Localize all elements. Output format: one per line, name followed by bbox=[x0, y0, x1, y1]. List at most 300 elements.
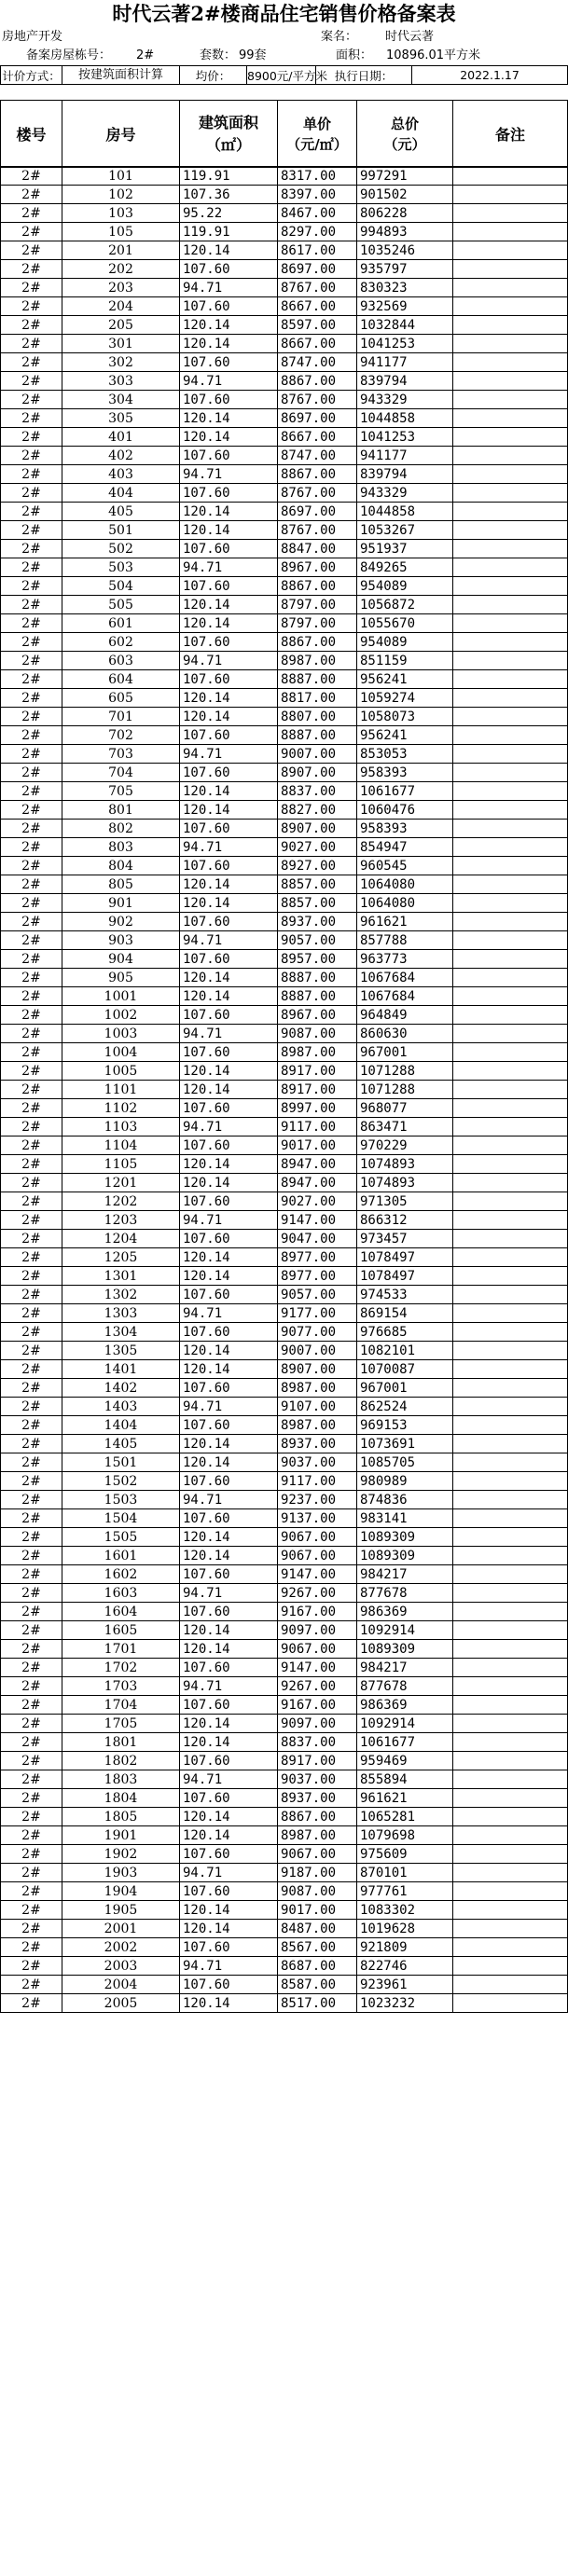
room-cell: 501 bbox=[62, 521, 180, 540]
total-price-cell: 943329 bbox=[357, 484, 453, 503]
total-price-cell: 964849 bbox=[357, 1006, 453, 1025]
note-cell bbox=[453, 1043, 568, 1062]
room-cell: 301 bbox=[62, 335, 180, 353]
table-row bbox=[1, 838, 568, 857]
note-cell bbox=[453, 1677, 568, 1696]
total-price-cell: 974533 bbox=[357, 1286, 453, 1304]
building-cell: 2# bbox=[1, 1286, 62, 1304]
table-row bbox=[1, 1416, 568, 1435]
area-cell: 120.14 bbox=[180, 503, 278, 521]
total-price-cell: 1061677 bbox=[357, 1733, 453, 1752]
area-cell: 120.14 bbox=[180, 1174, 278, 1192]
note-cell bbox=[453, 1267, 568, 1286]
total-price-cell: 961621 bbox=[357, 1789, 453, 1808]
building-cell: 2# bbox=[1, 1118, 62, 1136]
unit-price-cell: 8317.00 bbox=[278, 167, 357, 186]
room-cell: 901 bbox=[62, 894, 180, 913]
building-cell: 2# bbox=[1, 820, 62, 838]
building-cell: 2# bbox=[1, 1826, 62, 1845]
building-cell: 2# bbox=[1, 708, 62, 726]
table-row bbox=[1, 503, 568, 521]
note-cell bbox=[453, 1752, 568, 1770]
table-row bbox=[1, 633, 568, 652]
area-cell: 120.14 bbox=[180, 521, 278, 540]
table-row bbox=[1, 577, 568, 596]
note-cell bbox=[453, 1733, 568, 1752]
unit-price-cell: 8837.00 bbox=[278, 782, 357, 801]
total-price-cell: 1071288 bbox=[357, 1081, 453, 1099]
note-cell bbox=[453, 558, 568, 577]
col-header-area: 建筑面积（㎡） bbox=[180, 101, 278, 168]
note-cell bbox=[453, 1789, 568, 1808]
total-price-cell: 1060476 bbox=[357, 801, 453, 820]
building-cell: 2# bbox=[1, 447, 62, 465]
total-price-cell: 857788 bbox=[357, 931, 453, 950]
room-cell: 905 bbox=[62, 969, 180, 987]
table-row bbox=[1, 409, 568, 428]
area-cell: 120.14 bbox=[180, 241, 278, 260]
room-cell: 1302 bbox=[62, 1286, 180, 1304]
room-cell: 1903 bbox=[62, 1864, 180, 1882]
total-price-cell: 1083302 bbox=[357, 1901, 453, 1920]
table-row bbox=[1, 484, 568, 503]
room-cell: 1703 bbox=[62, 1677, 180, 1696]
room-cell: 1904 bbox=[62, 1882, 180, 1901]
unit-price-cell: 8687.00 bbox=[278, 1957, 357, 1976]
table-row bbox=[1, 1472, 568, 1491]
total-price-cell: 967001 bbox=[357, 1043, 453, 1062]
unit-price-cell: 8517.00 bbox=[278, 1994, 357, 2013]
unit-price-cell: 8587.00 bbox=[278, 1976, 357, 1994]
area-cell: 120.14 bbox=[180, 708, 278, 726]
note-cell bbox=[453, 689, 568, 708]
area-cell: 94.71 bbox=[180, 1770, 278, 1789]
building-cell: 2# bbox=[1, 558, 62, 577]
unit-price-cell: 9057.00 bbox=[278, 931, 357, 950]
note-cell bbox=[453, 1603, 568, 1621]
building-cell: 2# bbox=[1, 1565, 62, 1584]
note-cell bbox=[453, 708, 568, 726]
building-cell: 2# bbox=[1, 1752, 62, 1770]
area-cell: 107.60 bbox=[180, 1845, 278, 1864]
unit-price-cell: 8997.00 bbox=[278, 1099, 357, 1118]
unit-price-cell: 8667.00 bbox=[278, 297, 357, 316]
room-cell: 102 bbox=[62, 186, 180, 204]
room-cell: 201 bbox=[62, 241, 180, 260]
room-cell: 1402 bbox=[62, 1379, 180, 1398]
table-row bbox=[1, 1453, 568, 1472]
table-row bbox=[1, 708, 568, 726]
total-price-cell: 877678 bbox=[357, 1677, 453, 1696]
room-cell: 904 bbox=[62, 950, 180, 969]
project-label: 案名： bbox=[321, 30, 358, 44]
room-cell: 1204 bbox=[62, 1230, 180, 1248]
total-price-cell: 1059274 bbox=[357, 689, 453, 708]
building-cell: 2# bbox=[1, 484, 62, 503]
unit-price-cell: 8767.00 bbox=[278, 391, 357, 409]
unit-price-cell: 8747.00 bbox=[278, 353, 357, 372]
unit-price-label: 单价 bbox=[302, 115, 331, 132]
building-cell: 2# bbox=[1, 391, 62, 409]
total-price-cell: 967001 bbox=[357, 1379, 453, 1398]
note-cell bbox=[453, 1174, 568, 1192]
unit-price-cell: 8697.00 bbox=[278, 409, 357, 428]
building-cell: 2# bbox=[1, 521, 62, 540]
area-cell: 107.60 bbox=[180, 1659, 278, 1677]
unit-price-cell: 8797.00 bbox=[278, 614, 357, 633]
table-row bbox=[1, 987, 568, 1006]
total-price-cell: 822746 bbox=[357, 1957, 453, 1976]
building-cell: 2# bbox=[1, 1677, 62, 1696]
note-cell bbox=[453, 652, 568, 670]
table-row bbox=[1, 1789, 568, 1808]
room-cell: 702 bbox=[62, 726, 180, 745]
note-cell bbox=[453, 1118, 568, 1136]
building-cell: 2# bbox=[1, 1043, 62, 1062]
note-cell bbox=[453, 1528, 568, 1547]
total-price-cell: 969153 bbox=[357, 1416, 453, 1435]
total-price-cell: 1019628 bbox=[357, 1920, 453, 1938]
note-cell bbox=[453, 1155, 568, 1174]
unit-price-cell: 8887.00 bbox=[278, 670, 357, 689]
area-cell: 120.14 bbox=[180, 987, 278, 1006]
unit-price-cell: 9077.00 bbox=[278, 1323, 357, 1342]
note-cell bbox=[453, 1509, 568, 1528]
table-row bbox=[1, 1547, 568, 1565]
unit-price-cell: 9137.00 bbox=[278, 1509, 357, 1528]
table-row bbox=[1, 1659, 568, 1677]
area-cell: 120.14 bbox=[180, 1920, 278, 1938]
table-row bbox=[1, 894, 568, 913]
room-cell: 1102 bbox=[62, 1099, 180, 1118]
note-cell bbox=[453, 447, 568, 465]
building-cell: 2# bbox=[1, 1174, 62, 1192]
note-cell bbox=[453, 1994, 568, 2013]
unit-price-cell: 8617.00 bbox=[278, 241, 357, 260]
room-cell: 1605 bbox=[62, 1621, 180, 1640]
unit-price-cell: 9117.00 bbox=[278, 1472, 357, 1491]
unit-price-cell: 9237.00 bbox=[278, 1491, 357, 1509]
building-cell: 2# bbox=[1, 1230, 62, 1248]
building-cell: 2# bbox=[1, 1062, 62, 1081]
price-table-body bbox=[1, 167, 568, 2013]
area-cell: 94.71 bbox=[180, 465, 278, 484]
building-cell: 2# bbox=[1, 503, 62, 521]
building-cell: 2# bbox=[1, 1025, 62, 1043]
note-cell bbox=[453, 428, 568, 447]
building-cell: 2# bbox=[1, 596, 62, 614]
note-cell bbox=[453, 1696, 568, 1715]
area-cell: 120.14 bbox=[180, 1640, 278, 1659]
room-cell: 1004 bbox=[62, 1043, 180, 1062]
note-cell bbox=[453, 1472, 568, 1491]
room-cell: 403 bbox=[62, 465, 180, 484]
area-cell: 120.14 bbox=[180, 1360, 278, 1379]
unit-price-cell: 8697.00 bbox=[278, 260, 357, 279]
area-cell: 120.14 bbox=[180, 335, 278, 353]
total-price-cell: 1064080 bbox=[357, 894, 453, 913]
total-price-cell: 954089 bbox=[357, 577, 453, 596]
table-row bbox=[1, 1696, 568, 1715]
area-cell: 120.14 bbox=[180, 1267, 278, 1286]
room-cell: 1801 bbox=[62, 1733, 180, 1752]
building-cell: 2# bbox=[1, 186, 62, 204]
total-price-cell: 976685 bbox=[357, 1323, 453, 1342]
unit-price-cell: 8797.00 bbox=[278, 596, 357, 614]
total-price-cell: 986369 bbox=[357, 1603, 453, 1621]
table-row bbox=[1, 1099, 568, 1118]
table-row bbox=[1, 1304, 568, 1323]
note-cell bbox=[453, 297, 568, 316]
note-cell bbox=[453, 1659, 568, 1677]
table-row bbox=[1, 428, 568, 447]
note-cell bbox=[453, 875, 568, 894]
room-cell: 105 bbox=[62, 223, 180, 241]
units-label: 套数： bbox=[200, 48, 237, 62]
unit-price-cell: 8807.00 bbox=[278, 708, 357, 726]
area-cell: 107.60 bbox=[180, 1789, 278, 1808]
note-cell bbox=[453, 503, 568, 521]
date-label: 执行日期： bbox=[316, 66, 412, 85]
area-cell: 107.60 bbox=[180, 391, 278, 409]
area-cell: 94.71 bbox=[180, 1957, 278, 1976]
table-row bbox=[1, 260, 568, 279]
unit-price-cell: 9147.00 bbox=[278, 1211, 357, 1230]
col-header-room: 房号 bbox=[62, 101, 180, 168]
building-cell: 2# bbox=[1, 1453, 62, 1472]
area-cell: 107.60 bbox=[180, 1416, 278, 1435]
col-header-note: 备注 bbox=[453, 101, 568, 168]
note-cell bbox=[453, 186, 568, 204]
unit-price-cell: 9017.00 bbox=[278, 1901, 357, 1920]
total-price-cell: 956241 bbox=[357, 670, 453, 689]
total-price-cell: 1053267 bbox=[357, 521, 453, 540]
total-price-cell: 971305 bbox=[357, 1192, 453, 1211]
note-cell bbox=[453, 801, 568, 820]
room-cell: 804 bbox=[62, 857, 180, 875]
building-cell: 2# bbox=[1, 1603, 62, 1621]
area-cell: 119.91 bbox=[180, 223, 278, 241]
area-cell: 107.36 bbox=[180, 186, 278, 204]
unit-price-cell: 9057.00 bbox=[278, 1286, 357, 1304]
note-cell bbox=[453, 820, 568, 838]
note-cell bbox=[453, 1491, 568, 1509]
room-cell: 1504 bbox=[62, 1509, 180, 1528]
note-cell bbox=[453, 969, 568, 987]
table-row bbox=[1, 1882, 568, 1901]
building-cell: 2# bbox=[1, 689, 62, 708]
total-price-cell: 1071288 bbox=[357, 1062, 453, 1081]
total-price-cell: 923961 bbox=[357, 1976, 453, 1994]
room-cell: 404 bbox=[62, 484, 180, 503]
building-cell: 2# bbox=[1, 204, 62, 223]
table-row bbox=[1, 875, 568, 894]
room-cell: 1604 bbox=[62, 1603, 180, 1621]
building-cell: 2# bbox=[1, 764, 62, 782]
room-cell: 1305 bbox=[62, 1342, 180, 1360]
table-row bbox=[1, 1677, 568, 1696]
unit-price-cell: 8907.00 bbox=[278, 820, 357, 838]
note-cell bbox=[453, 1715, 568, 1733]
building-cell: 2# bbox=[1, 1360, 62, 1379]
room-cell: 505 bbox=[62, 596, 180, 614]
room-cell: 2004 bbox=[62, 1976, 180, 1994]
total-price-cell: 984217 bbox=[357, 1659, 453, 1677]
total-price-cell: 1058073 bbox=[357, 708, 453, 726]
table-row bbox=[1, 1920, 568, 1938]
unit-price-cell: 9067.00 bbox=[278, 1528, 357, 1547]
building-cell: 2# bbox=[1, 745, 62, 764]
unit-price-cell: 8937.00 bbox=[278, 1435, 357, 1453]
building-cell: 2# bbox=[1, 1398, 62, 1416]
building-cell: 2# bbox=[1, 875, 62, 894]
total-price-cell: 869154 bbox=[357, 1304, 453, 1323]
table-row bbox=[1, 969, 568, 987]
note-cell bbox=[453, 1248, 568, 1267]
area-cell: 120.14 bbox=[180, 1715, 278, 1733]
area-cell: 120.14 bbox=[180, 596, 278, 614]
room-cell: 2003 bbox=[62, 1957, 180, 1976]
note-cell bbox=[453, 1136, 568, 1155]
room-cell: 802 bbox=[62, 820, 180, 838]
unit-price-cell: 8967.00 bbox=[278, 558, 357, 577]
note-cell bbox=[453, 260, 568, 279]
unit-price-cell: 8987.00 bbox=[278, 1826, 357, 1845]
pricing-value: 按建筑面积计算 bbox=[62, 66, 180, 85]
table-row bbox=[1, 1715, 568, 1733]
table-row bbox=[1, 614, 568, 633]
total-price-cell: 855894 bbox=[357, 1770, 453, 1789]
building-cell: 2# bbox=[1, 1957, 62, 1976]
unit-price-cell: 9067.00 bbox=[278, 1640, 357, 1659]
unit-price-cell: 8487.00 bbox=[278, 1920, 357, 1938]
table-row bbox=[1, 1491, 568, 1509]
total-label: 总价 bbox=[390, 115, 419, 132]
note-cell bbox=[453, 1453, 568, 1472]
building-cell: 2# bbox=[1, 1416, 62, 1435]
area-cell: 120.14 bbox=[180, 875, 278, 894]
total-price-cell: 1074893 bbox=[357, 1174, 453, 1192]
total-price-cell: 960545 bbox=[357, 857, 453, 875]
area-cell: 120.14 bbox=[180, 1621, 278, 1640]
table-row bbox=[1, 465, 568, 484]
unit-price-cell: 8967.00 bbox=[278, 1006, 357, 1025]
total-price-cell: 1092914 bbox=[357, 1621, 453, 1640]
unit-price-cell: 8297.00 bbox=[278, 223, 357, 241]
total-price-cell: 1065281 bbox=[357, 1808, 453, 1826]
area-cell: 120.14 bbox=[180, 1062, 278, 1081]
building-cell: 2# bbox=[1, 950, 62, 969]
total-price-cell: 854947 bbox=[357, 838, 453, 857]
note-cell bbox=[453, 1770, 568, 1789]
area-cell: 94.71 bbox=[180, 652, 278, 670]
table-row bbox=[1, 353, 568, 372]
area-cell: 94.71 bbox=[180, 1211, 278, 1230]
unit-price-cell: 8947.00 bbox=[278, 1155, 357, 1174]
area-cell: 120.14 bbox=[180, 316, 278, 335]
unit-price-cell: 9047.00 bbox=[278, 1230, 357, 1248]
area-cell: 94.71 bbox=[180, 1677, 278, 1696]
unit-price-cell: 8467.00 bbox=[278, 204, 357, 223]
room-cell: 1405 bbox=[62, 1435, 180, 1453]
note-cell bbox=[453, 1864, 568, 1882]
unit-price-cell: 9107.00 bbox=[278, 1398, 357, 1416]
table-row bbox=[1, 1136, 568, 1155]
unit-price-cell: 9177.00 bbox=[278, 1304, 357, 1323]
area-cell: 94.71 bbox=[180, 372, 278, 391]
total-price-cell: 862524 bbox=[357, 1398, 453, 1416]
note-cell bbox=[453, 1845, 568, 1864]
note-cell bbox=[453, 409, 568, 428]
table-row bbox=[1, 913, 568, 931]
avg-label: 均价： bbox=[180, 66, 247, 85]
total-price-cell: 958393 bbox=[357, 820, 453, 838]
total-price-cell: 1055670 bbox=[357, 614, 453, 633]
unit-price-cell: 8887.00 bbox=[278, 726, 357, 745]
area-cell: 94.71 bbox=[180, 1491, 278, 1509]
building-cell: 2# bbox=[1, 1920, 62, 1938]
area-cell: 94.71 bbox=[180, 1025, 278, 1043]
total-price-cell: 951937 bbox=[357, 540, 453, 558]
developer-label: 房地产开发 bbox=[2, 30, 63, 44]
area-cell: 120.14 bbox=[180, 1155, 278, 1174]
room-cell: 402 bbox=[62, 447, 180, 465]
area-cell: 107.60 bbox=[180, 1696, 278, 1715]
table-row bbox=[1, 1938, 568, 1957]
table-row bbox=[1, 1640, 568, 1659]
room-cell: 1804 bbox=[62, 1789, 180, 1808]
unit-price-cell: 9167.00 bbox=[278, 1603, 357, 1621]
total-price-cell: 874836 bbox=[357, 1491, 453, 1509]
note-cell bbox=[453, 670, 568, 689]
total-price-cell: 1078497 bbox=[357, 1248, 453, 1267]
room-cell: 1205 bbox=[62, 1248, 180, 1267]
building-cell: 2# bbox=[1, 1099, 62, 1118]
building-cell: 2# bbox=[1, 428, 62, 447]
unit-price-cell: 8857.00 bbox=[278, 875, 357, 894]
table-row bbox=[1, 521, 568, 540]
total-price-cell: 1070087 bbox=[357, 1360, 453, 1379]
room-cell: 1603 bbox=[62, 1584, 180, 1603]
room-cell: 1304 bbox=[62, 1323, 180, 1342]
table-row bbox=[1, 1342, 568, 1360]
table-row bbox=[1, 558, 568, 577]
building-cell: 2# bbox=[1, 1342, 62, 1360]
room-cell: 503 bbox=[62, 558, 180, 577]
table-row bbox=[1, 1976, 568, 1994]
building-cell: 2# bbox=[1, 1696, 62, 1715]
area-cell: 107.60 bbox=[180, 764, 278, 782]
total-price-cell: 1041253 bbox=[357, 428, 453, 447]
room-cell: 1505 bbox=[62, 1528, 180, 1547]
building-cell: 2# bbox=[1, 1081, 62, 1099]
project-name: 时代云著 bbox=[385, 30, 435, 44]
total-price-cell: 1089309 bbox=[357, 1547, 453, 1565]
note-cell bbox=[453, 745, 568, 764]
unit-price-cell: 8667.00 bbox=[278, 428, 357, 447]
total-price-cell: 1067684 bbox=[357, 969, 453, 987]
area-cell: 107.60 bbox=[180, 1379, 278, 1398]
unit-price-cell: 9267.00 bbox=[278, 1584, 357, 1603]
total-price-cell: 941177 bbox=[357, 447, 453, 465]
room-cell: 1105 bbox=[62, 1155, 180, 1174]
total-price-cell: 1092914 bbox=[357, 1715, 453, 1733]
note-cell bbox=[453, 1398, 568, 1416]
unit-price-cell: 9167.00 bbox=[278, 1696, 357, 1715]
note-cell bbox=[453, 1826, 568, 1845]
room-cell: 2005 bbox=[62, 1994, 180, 2013]
total-price-cell: 954089 bbox=[357, 633, 453, 652]
